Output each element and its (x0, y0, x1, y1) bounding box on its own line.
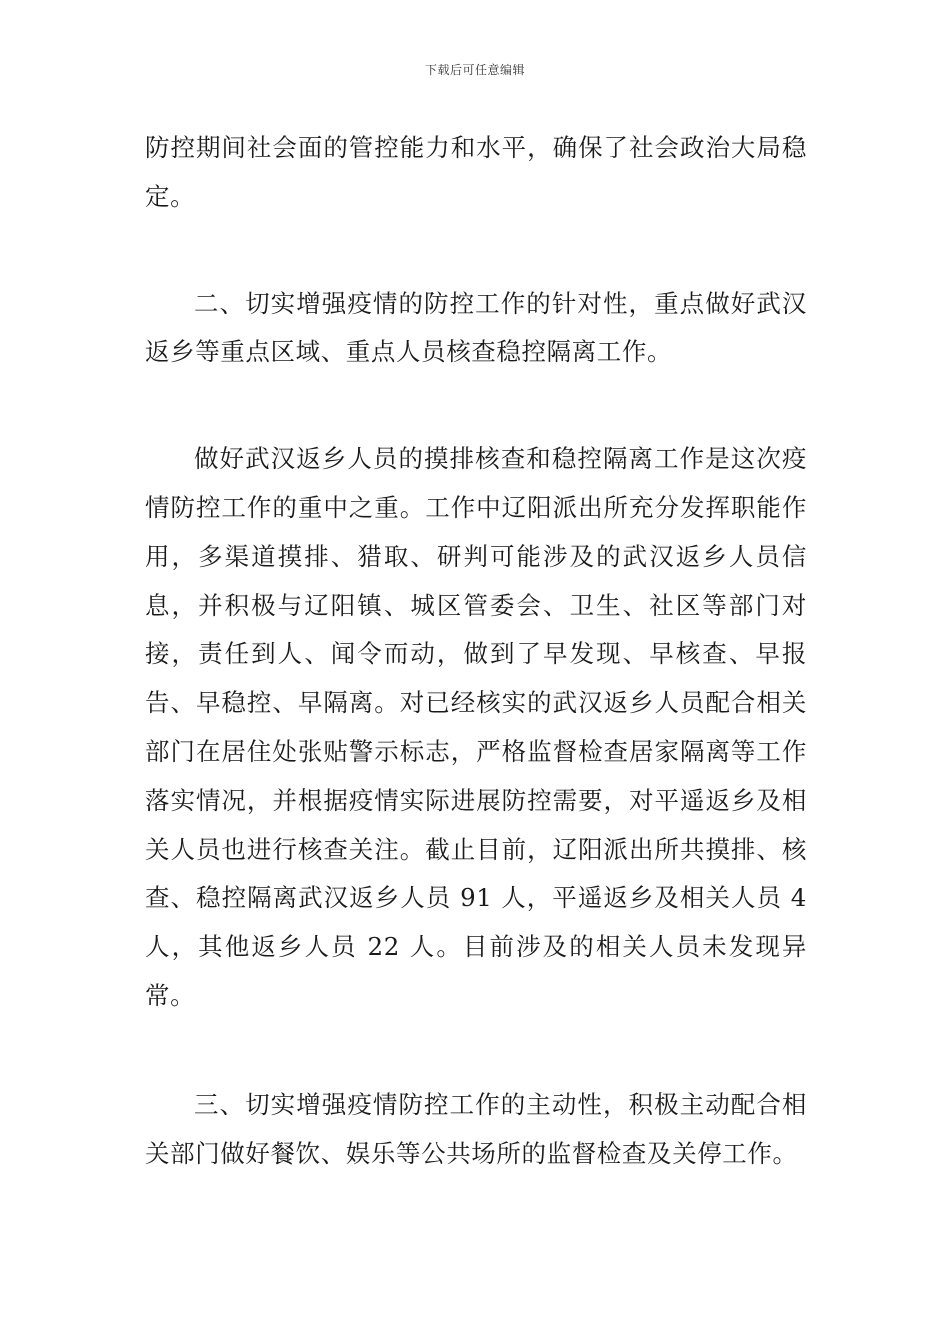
section-heading-two: 二、切实增强疫情的防控工作的针对性，重点做好武汉返乡等重点区域、重点人员核查稳控隔离工作。 (145, 288, 807, 367)
document-body (145, 124, 807, 1178)
paragraph-spacer (145, 377, 807, 435)
paragraph-continuation: 防控期间社会面的管控能力和水平，确保了社会政治大局稳定。 (145, 133, 807, 211)
body-paragraph: 做好武汉返乡人员的摸排核查和稳控隔离工作是这次疫情防控工作的重中之重。工作中辽阳派出所充分发挥职能作用，多渠道摸排、猎取、研判可能涉及的武汉返乡人员信息，并积极与辽阳镇、城区管委会、卫生、社区等部门对接，责任到人、闻令而动，做到了早发现、早核查、早报告、早稳控、早隔离。对已经核实的武汉返乡人员配合相关部门在居住处张贴警示标志，严格监督检查居家隔离等工作落实情况，并根据疫情实际进展防控需要，对平遥返乡及相关人员也进行核查关注。截止目前，辽阳派出所共摸排、核查、稳控隔离武汉返乡人员 91 人，平遥返乡及相关人员 4 人，其他返乡人员 22 人。目前涉及的相关人员未发现异常。 (145, 444, 807, 1010)
section-heading-three: 三、切实增强疫情防控工作的主动性，积极主动配合相关部门做好餐饮、娱乐等公共场所的监督检查及关停工作。 (145, 1089, 807, 1168)
paragraph-spacer (145, 1021, 807, 1081)
page-header: 下载后可任意编辑 (424, 63, 525, 77)
paragraph-spacer (145, 222, 807, 280)
